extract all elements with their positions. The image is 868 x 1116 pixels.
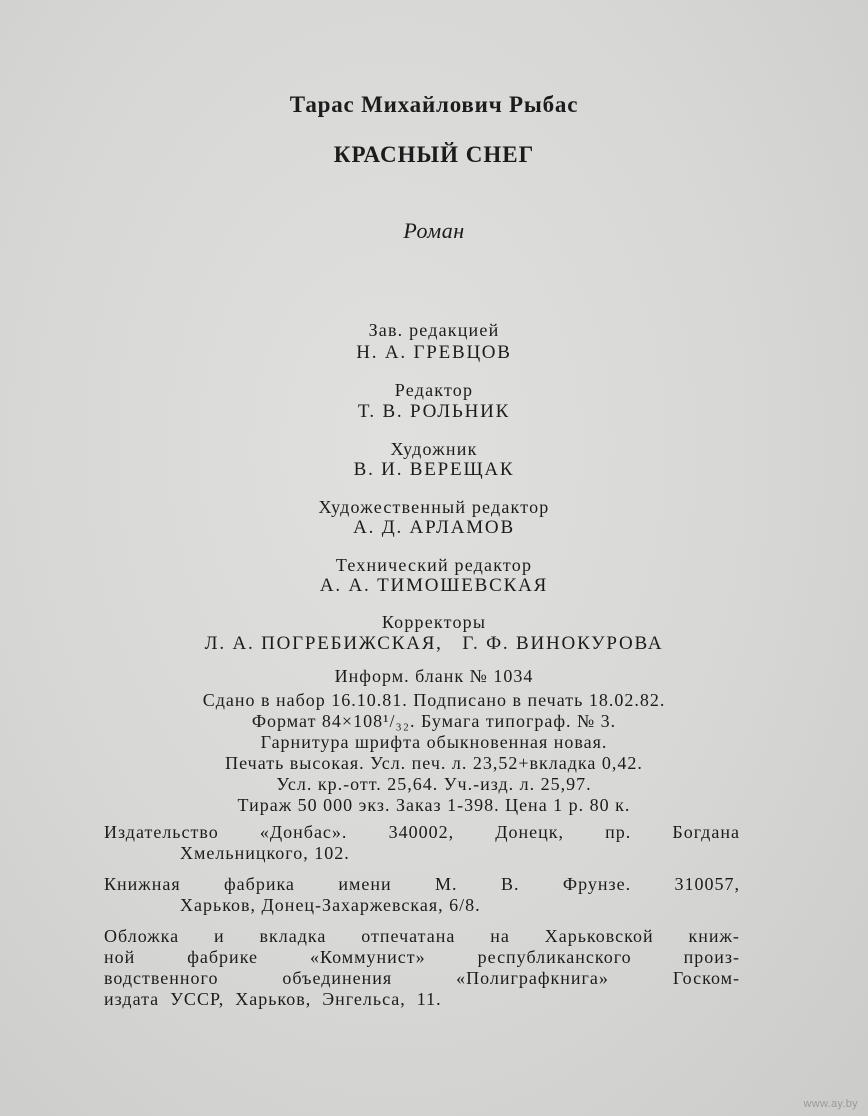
imprint-line: Сдано в набор 16.10.81. Подписано в печать 18.02.82.: [202, 690, 666, 710]
word: Госком-: [672, 968, 740, 988]
word: 11.: [416, 989, 442, 1009]
word: УССР,: [170, 989, 225, 1009]
cover-printing-block: [104, 926, 740, 1010]
credit-person-head-editor: Н. А. ГРЕВЦОВ: [356, 342, 512, 363]
word: и: [214, 926, 225, 946]
word: республиканского: [477, 947, 632, 967]
credit-person-tech-editor: А. А. ТИМОШЕВСКАЯ: [319, 575, 549, 596]
word: фабрике: [187, 947, 258, 967]
publisher-line: [104, 822, 740, 843]
word: «Донбас».: [259, 822, 348, 842]
printing-factory-block: [104, 874, 740, 916]
word: 310057,: [674, 874, 740, 894]
credit-person-art-editor: А. Д. АРЛАМОВ: [353, 517, 515, 538]
word: «Полиграфкнига»: [456, 968, 609, 988]
credit-role-artist: Художник: [390, 439, 478, 459]
cover-line: [104, 947, 740, 968]
publisher-address: Хмельницкого, 102.: [180, 843, 350, 863]
word: Издательство: [104, 822, 219, 842]
credit-role-tech-editor: Технический редактор: [335, 555, 533, 575]
credit-role-editor: Редактор: [394, 380, 474, 400]
word: Донецк,: [495, 822, 564, 842]
word: отпечатана: [361, 926, 456, 946]
word: вкладка: [259, 926, 327, 946]
word: пр.: [605, 822, 632, 842]
cover-line: [104, 989, 740, 1010]
cover-line: [104, 926, 740, 947]
credit-person-editor: Т. В. РОЛЬНИК: [357, 401, 511, 422]
publisher-block: [104, 822, 740, 864]
word: книж-: [688, 926, 740, 946]
word: Харьковской: [544, 926, 654, 946]
credit-role-proofreaders: Корректоры: [381, 612, 487, 632]
word: «Коммунист»: [309, 947, 426, 967]
word: М.: [435, 874, 458, 894]
word: издата: [104, 989, 160, 1009]
word: Книжная: [104, 874, 181, 894]
word: Богдана: [672, 822, 740, 842]
word: Фрунзе.: [562, 874, 632, 894]
credit-role-head-editor: Зав. редакцией: [368, 320, 500, 340]
factory-address: Харьков, Донец-Захаржевская, 6/8.: [180, 895, 481, 915]
imprint-line: Печать высокая. Усл. печ. л. 23,52+вкладка 0,42.: [225, 753, 643, 773]
word: произ-: [683, 947, 740, 967]
word: объединения: [282, 968, 393, 988]
word: имени: [338, 874, 392, 894]
word: Харьков,: [235, 989, 312, 1009]
word: водственного: [104, 968, 219, 988]
factory-line: [104, 874, 740, 895]
word: Обложка: [104, 926, 180, 946]
book-title: КРАСНЫЙ СНЕГ: [333, 142, 535, 167]
credit-role-art-editor: Художественный редактор: [318, 497, 550, 517]
imprint-line: Усл. кр.-отт. 25,64. Уч.-изд. л. 25,97.: [276, 774, 592, 794]
credit-person-artist: В. И. ВЕРЕЩАК: [353, 459, 515, 480]
imprint-line: Формат 84×108¹/₃₂. Бумага типограф. № 3.: [251, 711, 617, 731]
credit-person-proofreaders: Л. А. ПОГРЕБИЖСКАЯ, Г. Ф. ВИНОКУРОВА: [204, 633, 664, 654]
word: Энгельса,: [322, 989, 406, 1009]
word: В.: [500, 874, 520, 894]
imprint-line: Гарнитура шрифта обыкновенная новая.: [260, 732, 608, 752]
author-name: Тарас Михайлович Рыбас: [289, 92, 579, 117]
watermark: www.ay.by: [803, 1098, 858, 1110]
word: ной: [104, 947, 136, 967]
word: фабрика: [224, 874, 295, 894]
book-genre: Роман: [403, 218, 465, 243]
cover-line: [104, 968, 740, 989]
info-blank-number: Информ. бланк № 1034: [334, 666, 534, 686]
word: на: [490, 926, 510, 946]
imprint-line: Тираж 50 000 экз. Заказ 1-398. Цена 1 р. 80 к.: [237, 795, 631, 815]
word: 340002,: [388, 822, 455, 842]
